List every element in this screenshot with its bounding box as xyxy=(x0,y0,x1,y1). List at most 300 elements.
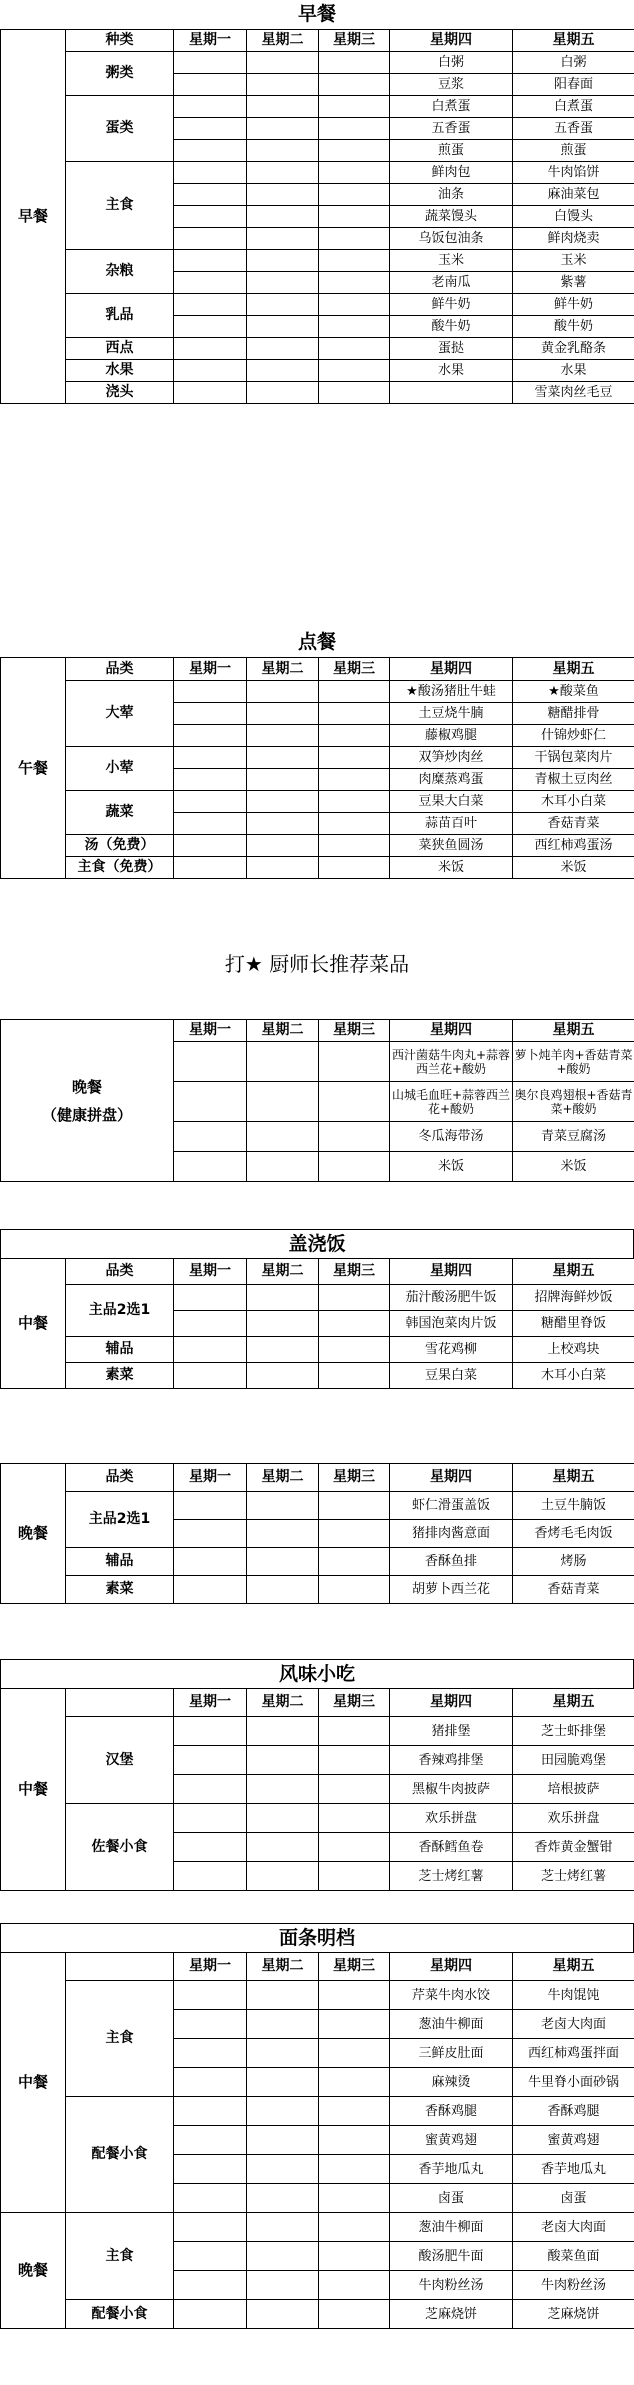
friday-item: 青椒土豆肉丝 xyxy=(513,769,634,791)
order-title: 点餐 xyxy=(297,631,336,653)
category-label: 辅品 xyxy=(66,1337,174,1363)
empty-cell xyxy=(319,1804,390,1833)
gaifan-section xyxy=(0,1229,634,1389)
friday-item: 老卤大肉面 xyxy=(513,2213,634,2242)
noodle-title: 面条明档 xyxy=(0,1923,634,1952)
thursday-item: 葱油牛柳面 xyxy=(390,2010,513,2039)
empty-cell xyxy=(247,338,319,360)
friday-item: 酸牛奶 xyxy=(513,316,634,338)
thursday-item: 雪花鸡柳 xyxy=(390,1337,513,1363)
empty-cell xyxy=(319,140,390,162)
friday-item: 白煮蛋 xyxy=(513,96,634,118)
empty-cell xyxy=(174,162,247,184)
thursday-item: 煎蛋 xyxy=(390,140,513,162)
empty-cell xyxy=(319,1775,390,1804)
friday-item: 糖醋排骨 xyxy=(513,703,634,725)
category-label: 主食 xyxy=(66,162,174,250)
category-label: 配餐小食 xyxy=(66,2300,174,2329)
category-label: 蛋类 xyxy=(66,96,174,162)
empty-cell xyxy=(174,747,247,769)
empty-cell xyxy=(174,1122,247,1152)
thursday-item: 虾仁滑蛋盖饭 xyxy=(390,1492,513,1520)
category-label: 小荤 xyxy=(66,747,174,791)
friday-item: 香菇青菜 xyxy=(513,813,634,835)
empty-cell xyxy=(247,2068,319,2097)
thursday-item: 芝士烤红薯 xyxy=(390,1862,513,1891)
table-row xyxy=(1,294,634,316)
day-header-1: 星期一 xyxy=(174,658,247,681)
empty-cell xyxy=(174,1746,247,1775)
empty-cell xyxy=(174,2242,247,2271)
empty-cell xyxy=(247,769,319,791)
empty-cell xyxy=(174,1520,247,1548)
thursday-item: 麻辣烫 xyxy=(390,2068,513,2097)
empty-cell xyxy=(174,360,247,382)
empty-cell xyxy=(174,1833,247,1862)
empty-cell xyxy=(319,118,390,140)
empty-cell xyxy=(174,857,247,879)
empty-cell xyxy=(174,2184,247,2213)
category-header: 品类 xyxy=(66,1464,174,1492)
thursday-item: 五香蛋 xyxy=(390,118,513,140)
thursday-item: 黑椒牛肉披萨 xyxy=(390,1775,513,1804)
friday-item: 香菇青菜 xyxy=(513,1576,634,1604)
friday-item: 紫薯 xyxy=(513,272,634,294)
empty-cell xyxy=(319,2271,390,2300)
empty-cell xyxy=(174,184,247,206)
friday-item: 培根披萨 xyxy=(513,1775,634,1804)
category-label: 西点 xyxy=(66,338,174,360)
day-header-1: 星期一 xyxy=(174,1689,247,1717)
thursday-item: 芹菜牛肉水饺 xyxy=(390,1981,513,2010)
empty-cell xyxy=(319,184,390,206)
empty-cell xyxy=(247,360,319,382)
category-header: 种类 xyxy=(66,30,174,52)
friday-item: 牛肉馄饨 xyxy=(513,1981,634,2010)
table-row xyxy=(1,1717,634,1746)
empty-cell xyxy=(174,791,247,813)
empty-cell xyxy=(247,1576,319,1604)
table-row xyxy=(1,30,634,52)
thursday-item: 西汁菌菇牛肉丸+蒜蓉西兰花+酸奶 xyxy=(390,1042,513,1082)
category-label: 浇头 xyxy=(66,382,174,404)
friday-item: 木耳小白菜 xyxy=(513,1363,634,1389)
thursday-item: 双笋炒肉丝 xyxy=(390,747,513,769)
thursday-item: 卤蛋 xyxy=(390,2184,513,2213)
thursday-item: 菜狭鱼圆汤 xyxy=(390,835,513,857)
day-header-4: 星期四 xyxy=(390,1464,513,1492)
empty-cell xyxy=(174,835,247,857)
empty-cell xyxy=(319,1520,390,1548)
thursday-item: 肉糜蒸鸡蛋 xyxy=(390,769,513,791)
empty-cell xyxy=(247,184,319,206)
table-row xyxy=(1,2097,634,2126)
empty-cell xyxy=(174,1152,247,1182)
empty-cell xyxy=(319,1492,390,1520)
category-header xyxy=(66,1953,174,1981)
empty-cell xyxy=(247,1285,319,1311)
noodle-table xyxy=(0,1952,634,2329)
day-header-5: 星期五 xyxy=(513,30,634,52)
empty-cell xyxy=(319,2097,390,2126)
table-row xyxy=(1,1953,634,1981)
friday-item: 干锅包菜肉片 xyxy=(513,747,634,769)
thursday-item: 茄汁酸汤肥牛饭 xyxy=(390,1285,513,1311)
day-header-1: 星期一 xyxy=(174,1464,247,1492)
friday-item: 芝士烤红薯 xyxy=(513,1862,634,1891)
category-label: 乳品 xyxy=(66,294,174,338)
empty-cell xyxy=(319,1363,390,1389)
category-header xyxy=(66,1689,174,1717)
snack-table xyxy=(0,1688,634,1891)
empty-cell xyxy=(319,1285,390,1311)
thursday-item: 猪排肉酱意面 xyxy=(390,1520,513,1548)
table-row xyxy=(1,1492,634,1520)
day-header-3: 星期三 xyxy=(319,658,390,681)
friday-item: 芝士虾排堡 xyxy=(513,1717,634,1746)
friday-item: 阳春面 xyxy=(513,74,634,96)
table-row xyxy=(1,857,634,879)
day-header-3: 星期三 xyxy=(319,1689,390,1717)
empty-cell xyxy=(247,1311,319,1337)
empty-cell xyxy=(319,1122,390,1152)
table-row xyxy=(1,1285,634,1311)
empty-cell xyxy=(247,118,319,140)
day-header-2: 星期二 xyxy=(247,30,319,52)
empty-cell xyxy=(319,96,390,118)
category-label: 素菜 xyxy=(66,1576,174,1604)
empty-cell xyxy=(247,2010,319,2039)
breakfast-table xyxy=(0,29,634,404)
category-header: 品类 xyxy=(66,1259,174,1285)
table-row xyxy=(1,1020,634,1042)
empty-cell xyxy=(247,206,319,228)
table-row xyxy=(1,1464,634,1492)
empty-cell xyxy=(247,1804,319,1833)
breakfast-section xyxy=(0,0,634,404)
empty-cell xyxy=(247,2213,319,2242)
table-row xyxy=(1,250,634,272)
friday-item: 香烤毛毛肉饭 xyxy=(513,1520,634,1548)
friday-item: 米饭 xyxy=(513,857,634,879)
day-header-2: 星期二 xyxy=(247,1953,319,1981)
empty-cell xyxy=(319,1082,390,1122)
empty-cell xyxy=(174,118,247,140)
category-label: 主品2选1 xyxy=(66,1285,174,1337)
empty-cell xyxy=(319,2300,390,2329)
thursday-item: 鲜牛奶 xyxy=(390,294,513,316)
table-row xyxy=(1,1337,634,1363)
snack-section xyxy=(0,1659,634,1891)
empty-cell xyxy=(174,2300,247,2329)
empty-cell xyxy=(247,747,319,769)
friday-item: 鲜肉烧卖 xyxy=(513,228,634,250)
category-label: 主食 xyxy=(66,1981,174,2097)
meal-label-line1: 晚餐 xyxy=(72,1077,103,1096)
empty-cell xyxy=(174,2097,247,2126)
empty-cell xyxy=(319,835,390,857)
friday-item: 香炸黄金蟹钳 xyxy=(513,1833,634,1862)
friday-item: 牛肉粉丝汤 xyxy=(513,2271,634,2300)
empty-cell xyxy=(247,162,319,184)
empty-cell xyxy=(319,1311,390,1337)
meal-label: 中餐 xyxy=(1,1259,66,1389)
day-header-1: 星期一 xyxy=(174,1953,247,1981)
gaifan-dinner-section xyxy=(0,1463,634,1604)
day-header-5: 星期五 xyxy=(513,1020,634,1042)
empty-cell xyxy=(174,2271,247,2300)
empty-cell xyxy=(319,228,390,250)
category-label: 杂粮 xyxy=(66,250,174,294)
friday-item: 西红柿鸡蛋汤 xyxy=(513,835,634,857)
thursday-item: 水果 xyxy=(390,360,513,382)
empty-cell xyxy=(319,2155,390,2184)
empty-cell xyxy=(174,316,247,338)
thursday-item xyxy=(390,382,513,404)
table-row xyxy=(1,1576,634,1604)
day-header-4: 星期四 xyxy=(390,30,513,52)
category-label: 主食 xyxy=(66,2213,174,2300)
table-row xyxy=(1,360,634,382)
empty-cell xyxy=(247,1520,319,1548)
empty-cell xyxy=(319,747,390,769)
day-header-5: 星期五 xyxy=(513,1953,634,1981)
day-header-4: 星期四 xyxy=(390,1689,513,1717)
empty-cell xyxy=(319,2039,390,2068)
thursday-item: 冬瓜海带汤 xyxy=(390,1122,513,1152)
friday-item: 西红柿鸡蛋拌面 xyxy=(513,2039,634,2068)
thursday-item: ★酸汤猪肚牛蛙 xyxy=(390,681,513,703)
table-row xyxy=(1,2300,634,2329)
thursday-item: 三鲜皮肚面 xyxy=(390,2039,513,2068)
empty-cell xyxy=(174,1285,247,1311)
empty-cell xyxy=(247,2039,319,2068)
thursday-item: 老南瓜 xyxy=(390,272,513,294)
friday-item: 青菜豆腐汤 xyxy=(513,1122,634,1152)
thursday-item: 豆浆 xyxy=(390,74,513,96)
empty-cell xyxy=(319,2010,390,2039)
day-header-3: 星期三 xyxy=(319,30,390,52)
friday-item: 田园脆鸡堡 xyxy=(513,1746,634,1775)
thursday-item: 酸牛奶 xyxy=(390,316,513,338)
empty-cell xyxy=(319,1981,390,2010)
thursday-item: 胡萝卜西兰花 xyxy=(390,1576,513,1604)
empty-cell xyxy=(174,725,247,747)
empty-cell xyxy=(247,2126,319,2155)
empty-cell xyxy=(174,1363,247,1389)
empty-cell xyxy=(174,2213,247,2242)
empty-cell xyxy=(247,703,319,725)
category-label: 配餐小食 xyxy=(66,2097,174,2213)
empty-cell xyxy=(174,250,247,272)
empty-cell xyxy=(247,857,319,879)
empty-cell xyxy=(319,2242,390,2271)
empty-cell xyxy=(319,725,390,747)
category-label: 粥类 xyxy=(66,52,174,96)
empty-cell xyxy=(319,1337,390,1363)
empty-cell xyxy=(319,2184,390,2213)
gaifan-dinner-table xyxy=(0,1463,634,1604)
empty-cell xyxy=(319,162,390,184)
thursday-item: 香酥鳕鱼卷 xyxy=(390,1833,513,1862)
empty-cell xyxy=(247,2300,319,2329)
empty-cell xyxy=(319,294,390,316)
empty-cell xyxy=(319,1152,390,1182)
category-label: 大荤 xyxy=(66,681,174,747)
thursday-item: 牛肉粉丝汤 xyxy=(390,2271,513,2300)
empty-cell xyxy=(174,2039,247,2068)
empty-cell xyxy=(174,96,247,118)
empty-cell xyxy=(174,2010,247,2039)
day-header-4: 星期四 xyxy=(390,658,513,681)
day-header-4: 星期四 xyxy=(390,1953,513,1981)
empty-cell xyxy=(319,813,390,835)
category-header: 品类 xyxy=(66,658,174,681)
day-header-2: 星期二 xyxy=(247,1464,319,1492)
meal-label: 晚餐 xyxy=(1,1464,66,1604)
friday-item: 香酥鸡腿 xyxy=(513,2097,634,2126)
empty-cell xyxy=(319,703,390,725)
friday-item: 牛里脊小面砂锅 xyxy=(513,2068,634,2097)
thursday-item: 香酥鸡腿 xyxy=(390,2097,513,2126)
day-header-2: 星期二 xyxy=(247,1020,319,1042)
empty-cell xyxy=(247,250,319,272)
empty-cell xyxy=(247,1746,319,1775)
thursday-item: 蔬菜馒头 xyxy=(390,206,513,228)
thursday-item: 白煮蛋 xyxy=(390,96,513,118)
friday-item: 糖醋里脊饭 xyxy=(513,1311,634,1337)
empty-cell xyxy=(319,2126,390,2155)
empty-cell xyxy=(319,1576,390,1604)
thursday-item: 豆果大白菜 xyxy=(390,791,513,813)
empty-cell xyxy=(319,1862,390,1891)
thursday-item: 香酥鱼排 xyxy=(390,1548,513,1576)
day-header-4: 星期四 xyxy=(390,1020,513,1042)
table-row xyxy=(1,162,634,184)
empty-cell xyxy=(247,52,319,74)
empty-cell xyxy=(319,360,390,382)
day-header-1: 星期一 xyxy=(174,30,247,52)
thursday-item: 乌饭包油条 xyxy=(390,228,513,250)
day-header-5: 星期五 xyxy=(513,1689,634,1717)
empty-cell xyxy=(247,1862,319,1891)
chef-recommend-note: 打★ 厨师长推荐菜品 xyxy=(224,952,410,976)
meal-label: 中餐 xyxy=(1,1689,66,1891)
day-header-3: 星期三 xyxy=(319,1259,390,1285)
meal-label-line2: （健康拼盘） xyxy=(42,1105,133,1124)
category-label: 汉堡 xyxy=(66,1717,174,1804)
meal-label: 晚餐 xyxy=(1,2213,66,2329)
empty-cell xyxy=(247,1122,319,1152)
empty-cell xyxy=(247,1548,319,1576)
empty-cell xyxy=(247,1492,319,1520)
thursday-item: 白粥 xyxy=(390,52,513,74)
thursday-item: 猪排堡 xyxy=(390,1717,513,1746)
friday-item: 卤蛋 xyxy=(513,2184,634,2213)
empty-cell xyxy=(319,857,390,879)
empty-cell xyxy=(174,52,247,74)
thursday-item: 米饭 xyxy=(390,1152,513,1182)
empty-cell xyxy=(247,1833,319,1862)
empty-cell xyxy=(174,1311,247,1337)
category-label: 汤（免费） xyxy=(66,835,174,857)
friday-item: 水果 xyxy=(513,360,634,382)
friday-item: 煎蛋 xyxy=(513,140,634,162)
empty-cell xyxy=(247,681,319,703)
day-header-5: 星期五 xyxy=(513,1464,634,1492)
empty-cell xyxy=(247,74,319,96)
empty-cell xyxy=(247,1337,319,1363)
empty-cell xyxy=(247,2242,319,2271)
thursday-item: 香芋地瓜丸 xyxy=(390,2155,513,2184)
friday-item: 白粥 xyxy=(513,52,634,74)
meal-label: 午餐 xyxy=(1,658,66,879)
empty-cell xyxy=(174,74,247,96)
day-header-5: 星期五 xyxy=(513,1259,634,1285)
empty-cell xyxy=(174,1042,247,1082)
empty-cell xyxy=(247,2271,319,2300)
empty-cell xyxy=(247,272,319,294)
day-header-1: 星期一 xyxy=(174,1020,247,1042)
empty-cell xyxy=(174,382,247,404)
order-section xyxy=(0,628,634,879)
gaifan-lunch-table xyxy=(0,1258,634,1389)
thursday-item: 油条 xyxy=(390,184,513,206)
thursday-item: 鲜肉包 xyxy=(390,162,513,184)
day-header-3: 星期三 xyxy=(319,1020,390,1042)
empty-cell xyxy=(319,1833,390,1862)
thursday-item: 韩国泡菜肉片饭 xyxy=(390,1311,513,1337)
empty-cell xyxy=(247,1717,319,1746)
table-row xyxy=(1,1689,634,1717)
empty-cell xyxy=(174,769,247,791)
category-label: 辅品 xyxy=(66,1548,174,1576)
empty-cell xyxy=(247,140,319,162)
category-label: 佐餐小食 xyxy=(66,1804,174,1891)
friday-item: 什锦炒虾仁 xyxy=(513,725,634,747)
day-header-2: 星期二 xyxy=(247,1689,319,1717)
friday-item: 牛肉馅饼 xyxy=(513,162,634,184)
friday-item: 五香蛋 xyxy=(513,118,634,140)
table-row xyxy=(1,791,634,813)
empty-cell xyxy=(174,228,247,250)
thursday-item: 蒜苗百叶 xyxy=(390,813,513,835)
empty-cell xyxy=(319,2068,390,2097)
empty-cell xyxy=(319,206,390,228)
snack-title: 风味小吃 xyxy=(0,1659,634,1688)
friday-item: 土豆牛腩饭 xyxy=(513,1492,634,1520)
friday-item: 香芋地瓜丸 xyxy=(513,2155,634,2184)
order-table xyxy=(0,657,634,879)
friday-item: 招牌海鲜炒饭 xyxy=(513,1285,634,1311)
empty-cell xyxy=(319,316,390,338)
empty-cell xyxy=(319,382,390,404)
empty-cell xyxy=(319,74,390,96)
noodle-section xyxy=(0,1923,634,2329)
category-label: 素菜 xyxy=(66,1363,174,1389)
empty-cell xyxy=(247,1042,319,1082)
day-header-2: 星期二 xyxy=(247,1259,319,1285)
table-row xyxy=(1,338,634,360)
gaifan-title: 盖浇饭 xyxy=(0,1229,634,1258)
thursday-item: 豆果白菜 xyxy=(390,1363,513,1389)
table-row xyxy=(1,1259,634,1285)
friday-item: 烤肠 xyxy=(513,1548,634,1576)
meal-label: 中餐 xyxy=(1,1953,66,2213)
empty-cell xyxy=(319,681,390,703)
table-row xyxy=(1,658,634,681)
empty-cell xyxy=(174,1337,247,1363)
